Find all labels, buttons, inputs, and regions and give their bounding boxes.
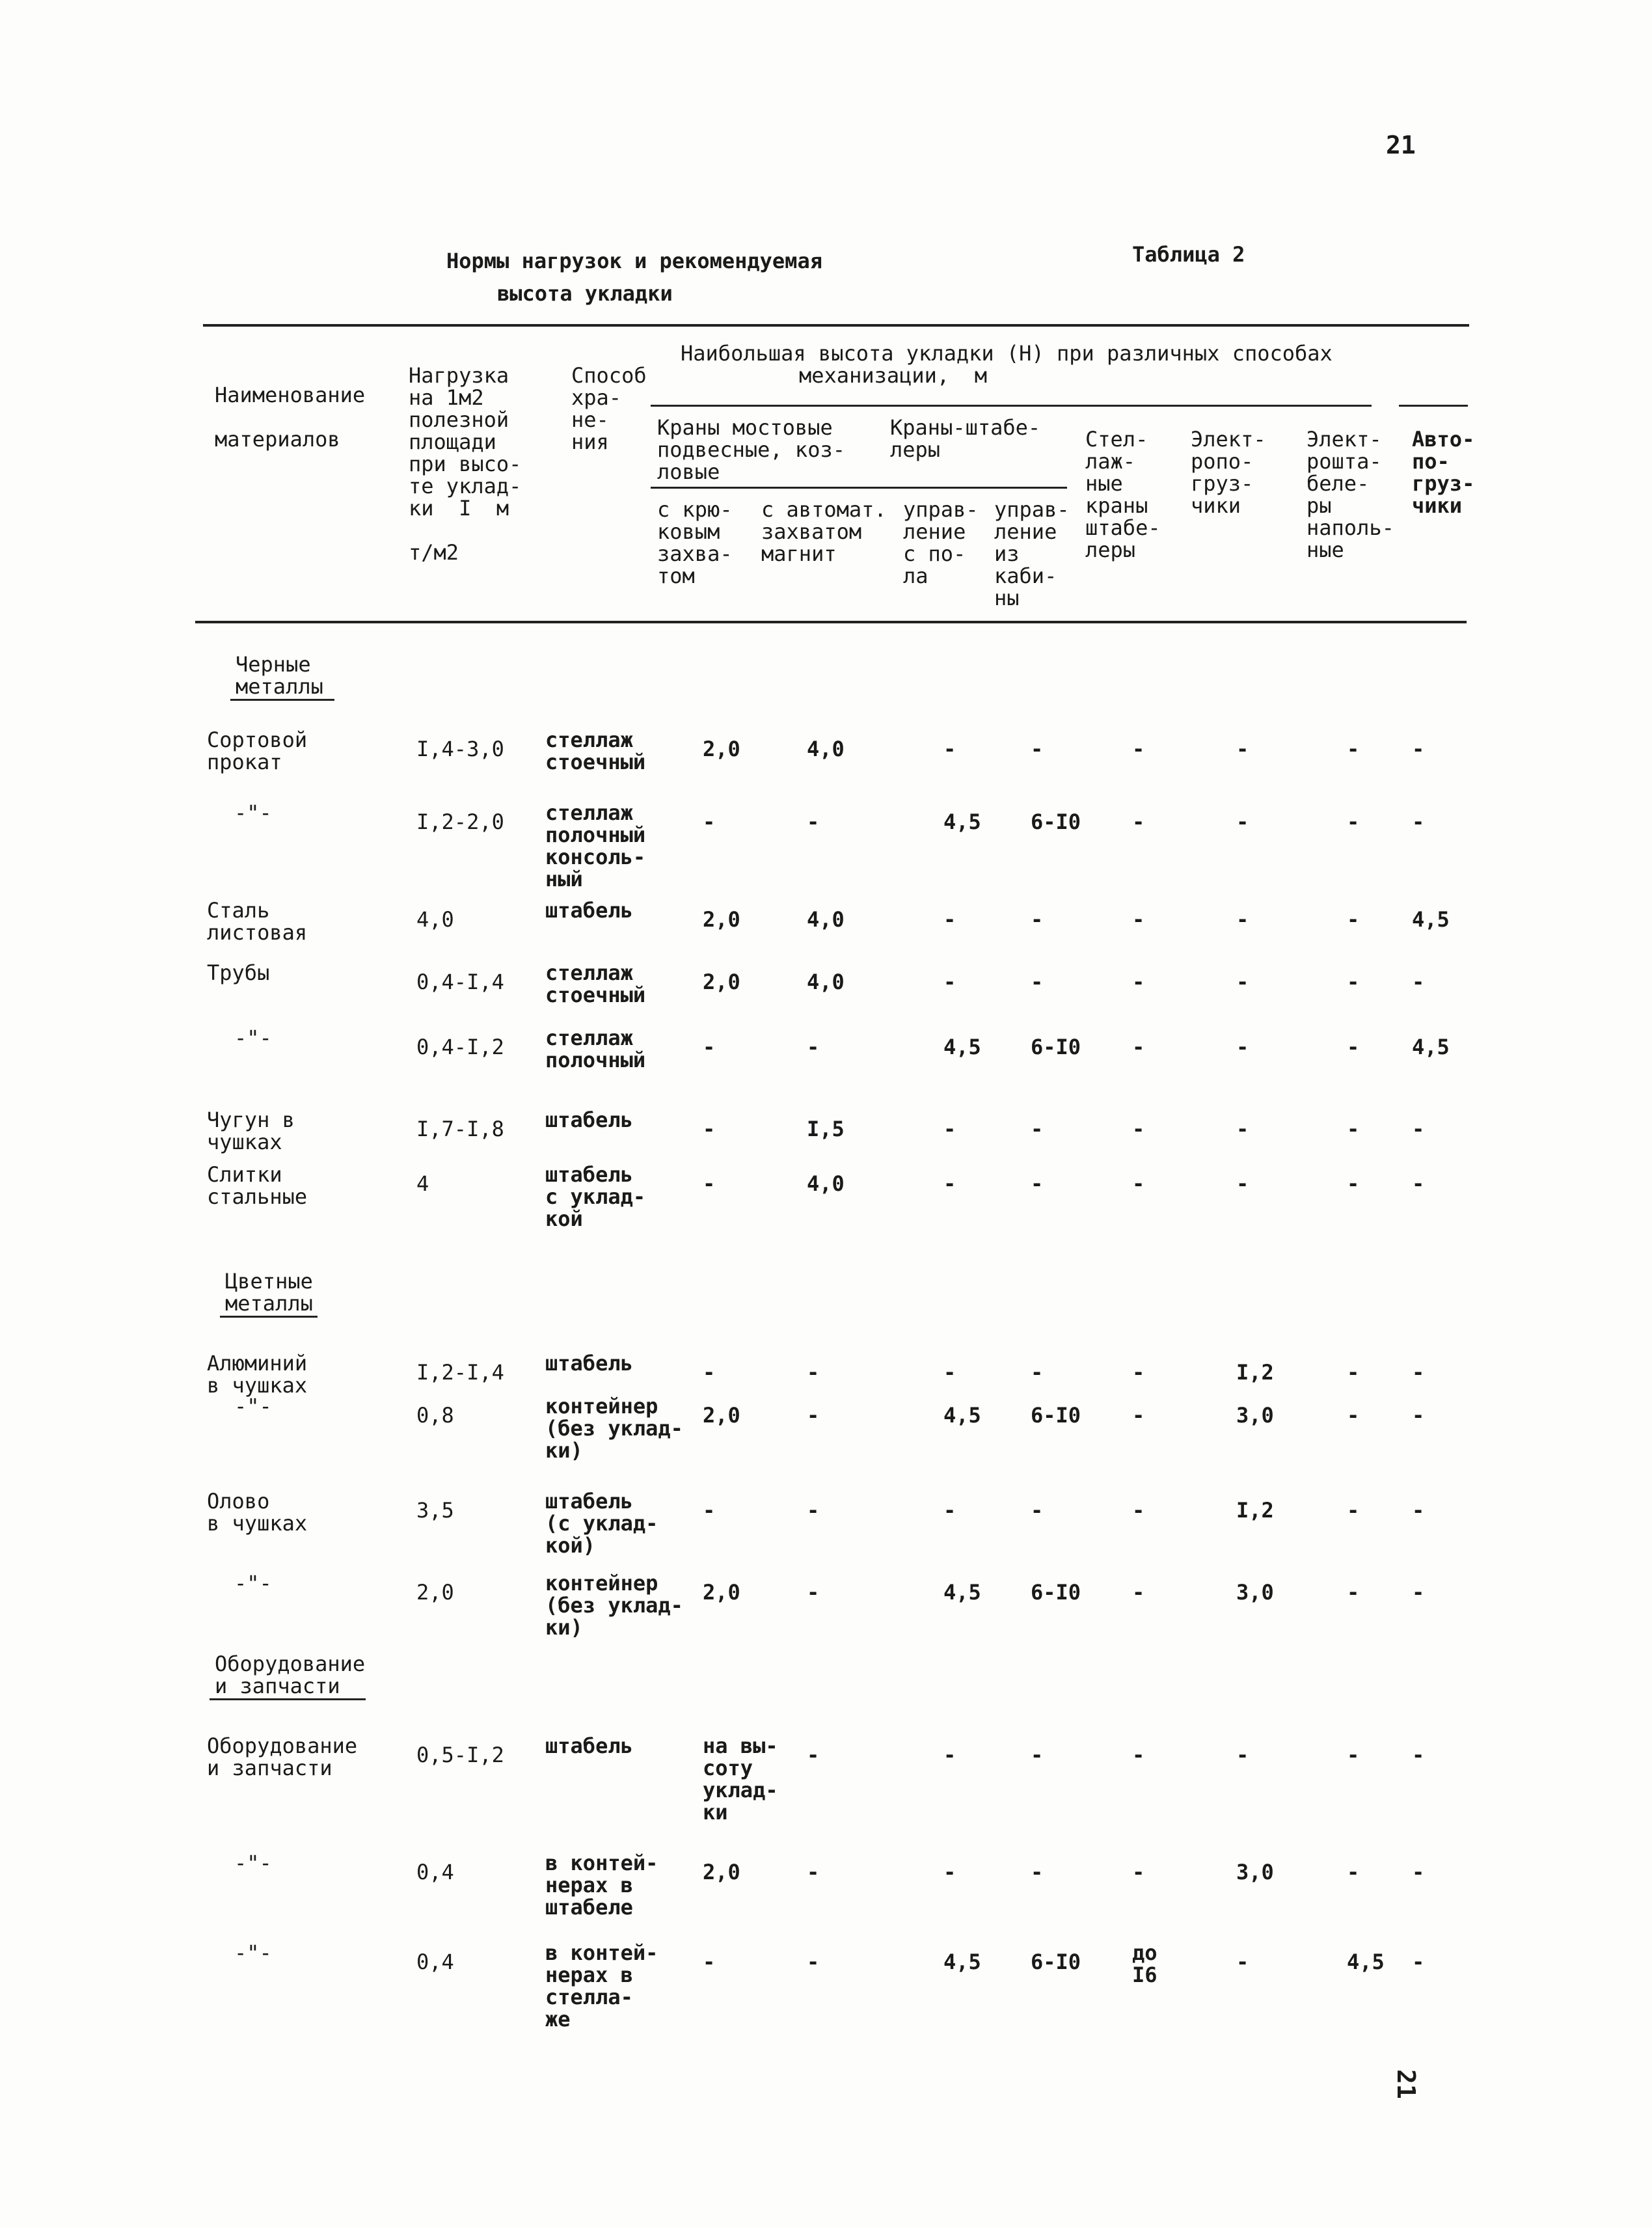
- header-hook-grip-line: ковым: [657, 519, 720, 544]
- header-storage-line: ния: [571, 429, 609, 454]
- header-forklifts-line: ропо-: [1191, 449, 1254, 474]
- height-value: -: [807, 1580, 820, 1605]
- height-value: -: [1031, 970, 1044, 994]
- header-hook-grip-line: захва-: [657, 541, 733, 566]
- height-value: 3,0: [1236, 1580, 1274, 1605]
- storage-method: контейнер: [545, 1571, 658, 1596]
- header-max-height-line: механизации, м: [799, 363, 987, 388]
- storage-method: контейнер: [545, 1394, 658, 1419]
- header-load-line: на 1м2: [409, 385, 484, 410]
- section-nonferrous-line: металлы: [225, 1291, 313, 1316]
- height-value: 4,5: [943, 1580, 981, 1605]
- load-value: 2,0: [416, 1580, 454, 1605]
- height-value: -: [1031, 1860, 1044, 1884]
- height-value: -: [1236, 1117, 1249, 1141]
- load-value: 0,4-I,4: [416, 970, 504, 994]
- height-value: 2,0: [703, 737, 740, 761]
- material-name: -"-: [234, 1394, 272, 1419]
- storage-method: кой): [545, 1533, 596, 1558]
- header-el-stackers-line: беле-: [1307, 471, 1370, 496]
- height-value: -: [1347, 1743, 1360, 1767]
- header-storage-line: хра-: [571, 385, 622, 410]
- header-name-line: материалов: [215, 427, 340, 452]
- height-value: -: [1347, 1860, 1360, 1884]
- header-el-stackers-line: роштa-: [1307, 449, 1382, 474]
- header-stacker-cranes-line: леры: [890, 437, 941, 462]
- header-mid-rule-2: [1399, 405, 1468, 407]
- height-value: -: [1132, 1117, 1145, 1141]
- storage-method: нерах в: [545, 1963, 633, 1987]
- header-load-line: площади: [409, 429, 496, 454]
- header-top-rule: [203, 324, 1469, 327]
- section-ferrous-line: металлы: [236, 674, 323, 699]
- height-value: -: [1132, 809, 1145, 834]
- storage-method: в контей-: [545, 1940, 658, 1965]
- height-value: -: [1236, 1035, 1249, 1059]
- height-value: -: [1132, 1035, 1145, 1059]
- load-value: 0,4: [416, 1860, 454, 1884]
- storage-method: стеллаж: [545, 1026, 633, 1050]
- height-value: -: [1347, 970, 1360, 994]
- storage-method: штабель: [545, 898, 633, 923]
- header-sub-rule: [651, 487, 1067, 489]
- header-bottom-rule: [195, 621, 1467, 623]
- material-name: Олово: [207, 1489, 270, 1514]
- header-rack-cranes-line: Стел-: [1085, 427, 1148, 452]
- height-value: -: [1031, 907, 1044, 932]
- height-value: -: [807, 1498, 820, 1523]
- margin-page-number: 21: [1392, 2069, 1420, 2099]
- header-bridge-cranes-line: ловые: [657, 459, 720, 484]
- height-value: -: [1031, 1117, 1044, 1141]
- height-value: -: [1347, 1580, 1360, 1605]
- height-value: -: [1412, 1403, 1425, 1428]
- height-value: -: [807, 1360, 820, 1385]
- height-value: I,5: [807, 1117, 845, 1141]
- height-value: -: [1412, 1117, 1425, 1141]
- table-label: Таблица 2: [1132, 242, 1245, 267]
- header-load-line: т/м2: [409, 540, 459, 565]
- page-number: 21: [1386, 131, 1416, 159]
- height-value: -: [943, 1117, 956, 1141]
- height-value: -: [703, 1035, 716, 1059]
- section-nonferrous-underline: [220, 1316, 318, 1318]
- material-name: -"-: [234, 800, 272, 825]
- height-value: 4,5: [943, 1403, 981, 1428]
- height-value: на вы- соту уклад- ки: [703, 1733, 778, 1825]
- height-value: -: [1412, 1171, 1425, 1196]
- height-value: -: [943, 970, 956, 994]
- header-max-height-line: Наибольшая высота укладки (Н) при различных способах: [681, 341, 1333, 366]
- header-storage-line: Способ: [571, 363, 647, 388]
- height-value: 4,0: [807, 737, 845, 761]
- height-value: -: [807, 1950, 820, 1974]
- storage-method: стеллаж: [545, 800, 633, 825]
- height-value: -: [1132, 737, 1145, 761]
- load-value: I,4-3,0: [416, 737, 504, 761]
- height-value: -: [943, 1498, 956, 1523]
- storage-method: стеллаж: [545, 960, 633, 985]
- material-name: Оборудование: [207, 1733, 358, 1758]
- height-value: -: [1132, 1860, 1145, 1884]
- height-value: -: [703, 1171, 716, 1196]
- storage-method: с уклад-: [545, 1184, 646, 1209]
- header-forklifts-line: чики: [1191, 493, 1241, 518]
- material-name: -"-: [234, 1571, 272, 1596]
- storage-method: же: [545, 2007, 571, 2031]
- material-name: в чушках: [207, 1511, 308, 1536]
- height-value: 6-I0: [1031, 1035, 1081, 1059]
- height-value: -: [1132, 1743, 1145, 1767]
- height-value: -: [1031, 1743, 1044, 1767]
- height-value: -: [1031, 1171, 1044, 1196]
- material-name: в чушках: [207, 1373, 308, 1398]
- section-equipment-line: и запчасти: [215, 1674, 340, 1698]
- height-value: -: [1132, 907, 1145, 932]
- height-value: 2,0: [703, 1860, 740, 1884]
- section-equipment-underline: [210, 1698, 366, 1700]
- height-value: -: [807, 1035, 820, 1059]
- header-load-line: полезной: [409, 407, 509, 432]
- height-value: 4,5: [1412, 1035, 1450, 1059]
- storage-method: полочный: [545, 1048, 646, 1072]
- height-value: -: [1347, 907, 1360, 932]
- header-load-line: те уклад-: [409, 474, 522, 498]
- storage-method: штабель: [545, 1733, 633, 1758]
- height-value: 3,0: [1236, 1860, 1274, 1884]
- storage-method: штабель: [545, 1489, 633, 1514]
- height-value: -: [1412, 1498, 1425, 1523]
- height-value: -: [1236, 809, 1249, 834]
- header-auto-grip-line: захватом: [761, 519, 862, 544]
- storage-method: стоечный: [545, 983, 646, 1007]
- header-bridge-cranes-line: подвесные, коз-: [657, 437, 845, 462]
- material-name: прокат: [207, 750, 282, 774]
- material-name: Слитки: [207, 1162, 282, 1187]
- height-value: -: [943, 1743, 956, 1767]
- material-name: Чугун в: [207, 1107, 295, 1132]
- storage-method: (без уклад-: [545, 1593, 683, 1618]
- header-forklifts-line: груз-: [1191, 471, 1254, 496]
- height-value: -: [1412, 737, 1425, 761]
- height-value: -: [1412, 1950, 1425, 1974]
- header-mid-rule: [651, 405, 1372, 407]
- section-nonferrous-line: Цветные: [225, 1269, 313, 1294]
- header-name-line: Наименование: [215, 383, 366, 407]
- height-value: -: [1347, 1035, 1360, 1059]
- header-auto-grip-line: с автомат.: [761, 497, 887, 522]
- height-value: -: [1412, 1580, 1425, 1605]
- load-value: 0,4: [416, 1950, 454, 1974]
- height-value: -: [1412, 1743, 1425, 1767]
- section-ferrous-line: Черные: [236, 652, 311, 677]
- header-rack-cranes-line: ные: [1085, 471, 1123, 496]
- height-value: -: [807, 809, 820, 834]
- height-value: 4,0: [807, 1171, 845, 1196]
- height-value: -: [1132, 1498, 1145, 1523]
- height-value: -: [1132, 1360, 1145, 1385]
- load-value: 0,5-I,2: [416, 1743, 504, 1767]
- height-value: -: [1132, 970, 1145, 994]
- height-value: 2,0: [703, 1580, 740, 1605]
- height-value: -: [703, 1117, 716, 1141]
- height-value: 4,0: [807, 970, 845, 994]
- header-auto-loaders-line: чики: [1412, 493, 1463, 518]
- height-value: -: [1347, 809, 1360, 834]
- header-bridge-cranes-line: Краны мостовые: [657, 415, 833, 440]
- height-value: -: [1412, 970, 1425, 994]
- height-value: -: [1412, 1360, 1425, 1385]
- height-value: -: [1031, 737, 1044, 761]
- height-value: 2,0: [703, 970, 740, 994]
- height-value: -: [1132, 1580, 1145, 1605]
- header-auto-grip-line: магнит: [761, 541, 837, 566]
- height-value: 4,0: [807, 907, 845, 932]
- height-value: 2,0: [703, 1403, 740, 1428]
- header-rack-cranes-line: лаж-: [1085, 449, 1136, 474]
- height-value: -: [943, 907, 956, 932]
- storage-method: ки): [545, 1615, 583, 1640]
- height-value: 4,5: [943, 1950, 981, 1974]
- material-name: -"-: [234, 1026, 272, 1050]
- header-cabin-control-line: ление: [994, 519, 1057, 544]
- storage-method: (без уклад-: [545, 1416, 683, 1441]
- height-value: 6-I0: [1031, 809, 1081, 834]
- material-name: -"-: [234, 1851, 272, 1875]
- height-value: -: [1347, 1117, 1360, 1141]
- header-rack-cranes-line: краны: [1085, 493, 1148, 518]
- height-value: 6-I0: [1031, 1950, 1081, 1974]
- storage-method: кой: [545, 1206, 583, 1231]
- height-value: -: [703, 1950, 716, 1974]
- material-name: чушках: [207, 1130, 282, 1154]
- header-auto-loaders-line: по-: [1412, 449, 1450, 474]
- height-value: 6-I0: [1031, 1403, 1081, 1428]
- header-el-stackers-line: ные: [1307, 537, 1344, 562]
- height-value: -: [1031, 1498, 1044, 1523]
- header-floor-control-line: ла: [903, 564, 928, 588]
- height-value: -: [1236, 907, 1249, 932]
- load-value: 4,0: [416, 907, 454, 932]
- height-value: -: [807, 1403, 820, 1428]
- header-hook-grip-line: том: [657, 564, 695, 588]
- storage-method: нерах в: [545, 1873, 633, 1897]
- height-value: -: [807, 1743, 820, 1767]
- height-value: -: [703, 1360, 716, 1385]
- header-el-stackers-line: наполь-: [1307, 515, 1394, 540]
- height-value: -: [943, 1171, 956, 1196]
- section-ferrous-underline: [230, 699, 334, 701]
- height-value: 6-I0: [1031, 1580, 1081, 1605]
- material-name: Сталь: [207, 898, 270, 923]
- load-value: 3,5: [416, 1498, 454, 1523]
- height-value: -: [1236, 1743, 1249, 1767]
- height-value: -: [1347, 1403, 1360, 1428]
- height-value: -: [703, 1498, 716, 1523]
- header-rack-cranes-line: штабе-: [1085, 515, 1161, 540]
- height-value: -: [943, 1360, 956, 1385]
- header-load-line: ки I м: [409, 496, 509, 521]
- material-name: стальные: [207, 1184, 308, 1209]
- header-cabin-control-line: управ-: [994, 497, 1070, 522]
- material-name: Сортовой: [207, 727, 308, 752]
- height-value: -: [1347, 1171, 1360, 1196]
- height-value: -: [1031, 1360, 1044, 1385]
- height-value: -: [1236, 737, 1249, 761]
- storage-method: штабель: [545, 1107, 633, 1132]
- height-value: I,2: [1236, 1360, 1274, 1385]
- storage-method: (с уклад-: [545, 1511, 658, 1536]
- load-value: 0,4-I,2: [416, 1035, 504, 1059]
- header-forklifts-line: Элект-: [1191, 427, 1266, 452]
- header-floor-control-line: ление: [903, 519, 966, 544]
- height-value: 4,5: [943, 809, 981, 834]
- storage-method: стоечный: [545, 750, 646, 774]
- header-rack-cranes-line: леры: [1085, 537, 1136, 562]
- height-value: -: [1412, 1860, 1425, 1884]
- storage-method: консоль-: [545, 845, 646, 869]
- header-auto-loaders-line: груз-: [1412, 471, 1475, 496]
- load-value: I,2-2,0: [416, 809, 504, 834]
- header-cabin-control-line: ны: [994, 586, 1020, 610]
- height-value: 4,5: [1347, 1950, 1385, 1974]
- material-name: Алюминий: [207, 1351, 308, 1376]
- header-stacker-cranes-line: Краны-штабе-: [890, 415, 1041, 440]
- material-name: -"-: [234, 1940, 272, 1965]
- height-value: -: [1236, 970, 1249, 994]
- height-value: -: [703, 809, 716, 834]
- height-value: -: [1132, 1403, 1145, 1428]
- height-value: -: [943, 1860, 956, 1884]
- header-storage-line: не-: [571, 407, 609, 432]
- height-value: -: [807, 1860, 820, 1884]
- header-floor-control-line: управ-: [903, 497, 979, 522]
- header-el-stackers-line: ры: [1307, 493, 1332, 518]
- header-auto-loaders-line: Авто-: [1412, 427, 1475, 452]
- header-el-stackers-line: Элект-: [1307, 427, 1382, 452]
- height-value: -: [1347, 1498, 1360, 1523]
- load-value: 0,8: [416, 1403, 454, 1428]
- header-load-line: при высо-: [409, 452, 522, 476]
- storage-method: штабель: [545, 1351, 633, 1376]
- height-value: -: [943, 737, 956, 761]
- height-value: 4,5: [1412, 907, 1450, 932]
- height-value: -: [1132, 1171, 1145, 1196]
- table-title-line1: Нормы нагрузок и рекомендуемая: [446, 249, 822, 273]
- load-value: I,2-I,4: [416, 1360, 504, 1385]
- height-value: -: [1236, 1950, 1249, 1974]
- header-cabin-control-line: каби-: [994, 564, 1057, 588]
- load-value: I,7-I,8: [416, 1117, 504, 1141]
- material-name: и запчасти: [207, 1756, 332, 1780]
- storage-method: ки): [545, 1438, 583, 1463]
- height-value: 4,5: [943, 1035, 981, 1059]
- height-value: -: [1236, 1171, 1249, 1196]
- storage-method: штабель: [545, 1162, 633, 1187]
- header-load-line: Нагрузка: [409, 363, 509, 388]
- header-hook-grip-line: с крю-: [657, 497, 733, 522]
- height-value: 2,0: [703, 907, 740, 932]
- height-value: до I6: [1132, 1940, 1158, 1987]
- table-title-line2: высота укладки: [497, 281, 673, 306]
- height-value: -: [1347, 737, 1360, 761]
- header-cabin-control-line: из: [994, 541, 1020, 566]
- material-name: Трубы: [207, 960, 270, 985]
- storage-method: стеллаж: [545, 727, 633, 752]
- storage-method: полочный: [545, 822, 646, 847]
- storage-method: в контей-: [545, 1851, 658, 1875]
- height-value: -: [1347, 1360, 1360, 1385]
- height-value: I,2: [1236, 1498, 1274, 1523]
- storage-method: ный: [545, 867, 583, 891]
- header-floor-control-line: с по-: [903, 541, 966, 566]
- storage-method: стелла-: [545, 1985, 633, 2009]
- load-value: 4: [416, 1171, 429, 1196]
- section-equipment-line: Оборудование: [215, 1651, 366, 1676]
- height-value: 3,0: [1236, 1403, 1274, 1428]
- material-name: листовая: [207, 920, 308, 945]
- storage-method: штабеле: [545, 1895, 633, 1920]
- height-value: -: [1412, 809, 1425, 834]
